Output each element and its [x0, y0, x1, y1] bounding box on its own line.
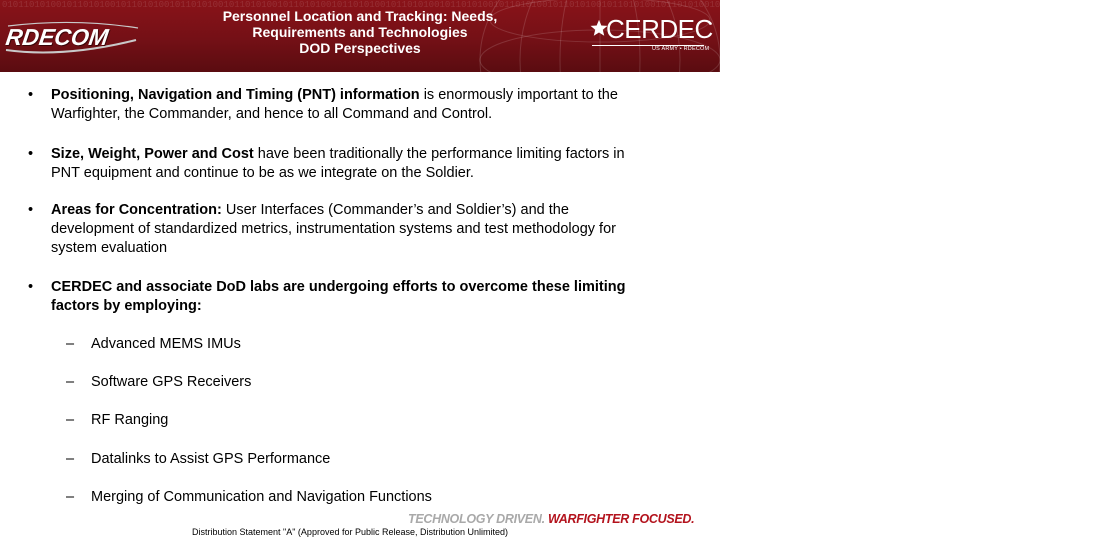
bullet-text	[51, 86, 698, 124]
dash-marker: –	[66, 451, 75, 467]
bullet-line-1-rest: User Interfaces (Commander’s and Soldier’s) and the	[221, 202, 569, 218]
tagline-part-2: WARFIGHTER FOCUSED.	[547, 512, 695, 526]
dash-marker: –	[66, 489, 75, 505]
bullet-marker: •	[28, 279, 34, 295]
bullet-cerdec-efforts	[28, 278, 698, 316]
bullet-line-2: factors by employing:	[51, 298, 202, 314]
dash-marker: –	[66, 374, 75, 390]
title-line-1: Personnel Location and Tracking: Needs,	[222, 8, 498, 24]
bullet-bold-text: Positioning, Navigation and Timing (PNT) information	[51, 87, 420, 103]
binary-pattern-decoration: 0101101010010110101001011010100101101010010110101001011010100101101010010110101001011010100101101010010110101001011010100101101010010110101001011010100101101010010110101001011010100101101010010110101001	[2, 0, 1093, 10]
list-item-text: RF Ranging	[91, 412, 169, 428]
bullet-line-1: CERDEC and associate DoD labs are undergoing efforts to overcome these limiting	[51, 279, 626, 295]
bullet-bold-text: Size, Weight, Power and Cost	[51, 146, 254, 162]
bullet-text	[51, 278, 698, 316]
list-item	[66, 373, 686, 392]
bullet-line-1-rest: is enormously important to the	[419, 87, 618, 103]
tagline	[408, 512, 694, 526]
bullet-text	[51, 145, 698, 183]
tagline-part-1: TECHNOLOGY DRIVEN.	[408, 512, 545, 526]
list-item	[66, 488, 686, 507]
list-item-text: Advanced MEMS IMUs	[91, 336, 241, 352]
title-line-3: DOD Perspectives	[299, 40, 421, 56]
bullet-line-2: PNT equipment and continue to be as we integrate on the Soldier.	[51, 165, 474, 181]
list-item-text: Merging of Communication and Navigation Functions	[91, 489, 432, 505]
list-item-text: Software GPS Receivers	[91, 374, 252, 390]
bullet-line-1-rest: have been traditionally the performance limiting factors in	[253, 146, 625, 162]
list-item	[66, 335, 686, 354]
list-item	[66, 450, 686, 469]
bullet-areas-for-concentration	[28, 201, 698, 258]
dash-marker: –	[66, 412, 75, 428]
bullet-line-2: development of standardized metrics, instrumentation systems and test methodology for	[51, 221, 616, 237]
rdecom-logo-text: RDECOM	[4, 24, 111, 50]
cerdec-logo-subtext: US ARMY • RDECOM	[652, 46, 710, 52]
bullet-marker: •	[28, 146, 34, 162]
distribution-statement: Distribution Statement "A" (Approved for Public Release, Distribution Unlimited)	[192, 527, 509, 537]
bullet-line-2: Warfighter, the Commander, and hence to all Command and Control.	[51, 106, 493, 122]
bullet-marker: •	[28, 202, 34, 218]
bullet-swap-c	[28, 145, 698, 183]
cerdec-logo-text: CERDEC	[606, 14, 713, 44]
bullet-bold-text: Areas for Concentration:	[51, 202, 222, 218]
bullet-text	[51, 201, 698, 258]
list-item	[66, 411, 686, 430]
bullet-line-3: system evaluation	[51, 240, 168, 256]
list-item-text: Datalinks to Assist GPS Performance	[91, 451, 331, 467]
bullet-marker: •	[28, 87, 34, 103]
bullet-pnt	[28, 86, 698, 124]
dash-marker: –	[66, 336, 75, 352]
title-line-2: Requirements and Technologies	[252, 24, 468, 40]
